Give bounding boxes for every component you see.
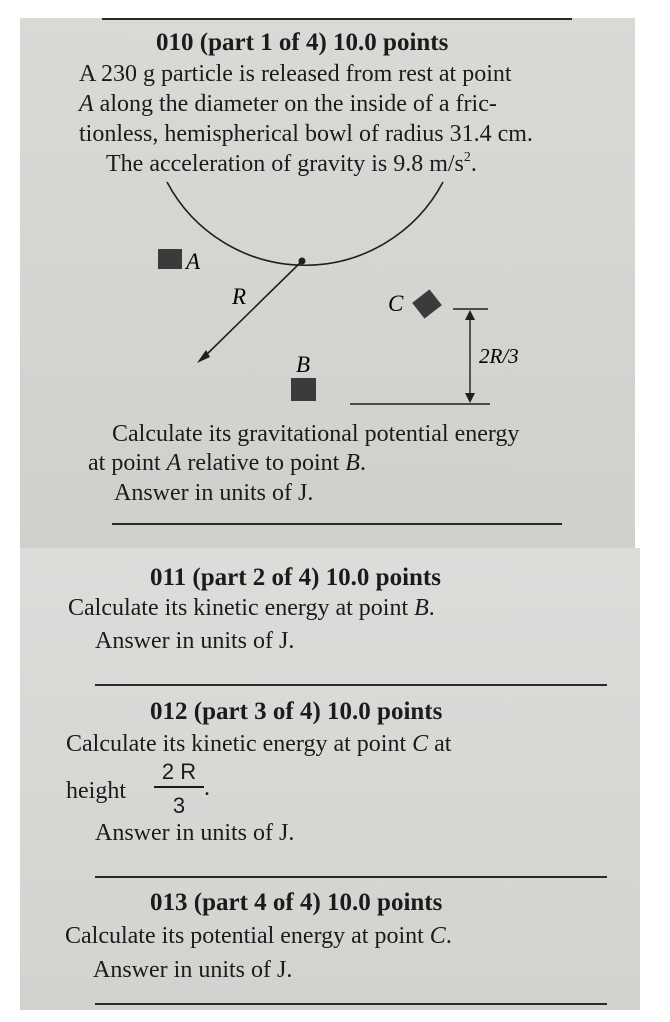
fraction-period: . — [204, 775, 210, 801]
problems-011-013-panel — [20, 548, 640, 1010]
problem-010-text-line-2-rest: along the diameter on the inside of a fric- — [93, 91, 497, 117]
q-end: . — [359, 450, 366, 476]
radius-arrowhead — [197, 350, 210, 363]
problem-010-question-line-2 — [88, 451, 366, 475]
problem-013-text — [65, 924, 452, 948]
q013-text-end: . — [445, 923, 452, 949]
problem-010-header: 010 (part 1 of 4) 10.0 points — [156, 29, 449, 56]
gravity-exponent: 2 — [463, 150, 471, 165]
height-arrow-up — [465, 310, 475, 320]
q012-text-end: at — [428, 731, 452, 757]
problem-011-units: Answer in units of J. — [95, 628, 295, 654]
label-r: R — [232, 284, 247, 309]
q013-text-pre: Calculate its potential energy at point — [65, 923, 430, 949]
bowl-arc — [167, 182, 443, 265]
var-b: B — [345, 450, 360, 476]
problem-010-text-line-3: tionless, hemispherical bowl of radius 31.4 cm. — [79, 121, 533, 147]
q011-text-pre: Calculate its kinetic energy at point — [68, 595, 415, 621]
block-c — [412, 289, 442, 318]
fraction-denominator: 3 — [172, 793, 186, 818]
block-b — [291, 378, 316, 401]
label-c: C — [388, 291, 404, 316]
gravity-period: . — [470, 151, 477, 177]
var-a: A — [79, 91, 94, 117]
fraction-numerator — [150, 761, 208, 783]
divider-011 — [95, 684, 607, 686]
label-b: B — [296, 352, 311, 377]
problem-013-units: Answer in units of J. — [93, 957, 293, 983]
label-a: A — [186, 249, 201, 274]
height-arrow-down — [465, 393, 475, 403]
problem-010-panel — [20, 18, 635, 550]
q011-text-end: . — [428, 595, 435, 621]
problem-011-header: 011 (part 2 of 4) 10.0 points — [150, 564, 441, 591]
problem-010-text-line-1: A 230 g particle is released from rest at point — [79, 61, 512, 87]
var-a: A — [166, 450, 182, 476]
problem-013-header: 013 (part 4 of 4) 10.0 points — [150, 889, 443, 916]
var-c: C — [429, 923, 446, 949]
var-c: C — [412, 731, 429, 757]
q-mid: relative to point — [181, 450, 346, 476]
divider-012 — [95, 876, 607, 878]
problem-012-units: Answer in units of J. — [95, 820, 295, 846]
label-height: 2R/3 — [479, 344, 519, 368]
var-b: B — [414, 595, 429, 621]
problem-010-units: Answer in units of J. — [114, 480, 314, 506]
problem-012-text — [66, 732, 451, 756]
gravity-text: The acceleration of gravity is 9.8 m/s — [106, 151, 464, 177]
divider-013 — [95, 1003, 607, 1005]
height-label: height — [66, 778, 126, 804]
problem-010-question-line-1: Calculate its gravitational potential energy — [112, 421, 520, 447]
problem-012-header: 012 (part 3 of 4) 10.0 points — [150, 698, 443, 725]
frac-num-text: 2 R — [161, 759, 197, 784]
q012-text-pre: Calculate its kinetic energy at point — [66, 731, 413, 757]
block-a — [158, 249, 182, 269]
fraction-bar — [154, 786, 204, 788]
problem-011-text — [68, 596, 435, 620]
q-pre: at point — [88, 450, 167, 476]
answer-divider — [112, 523, 562, 525]
radius-line — [202, 261, 302, 359]
